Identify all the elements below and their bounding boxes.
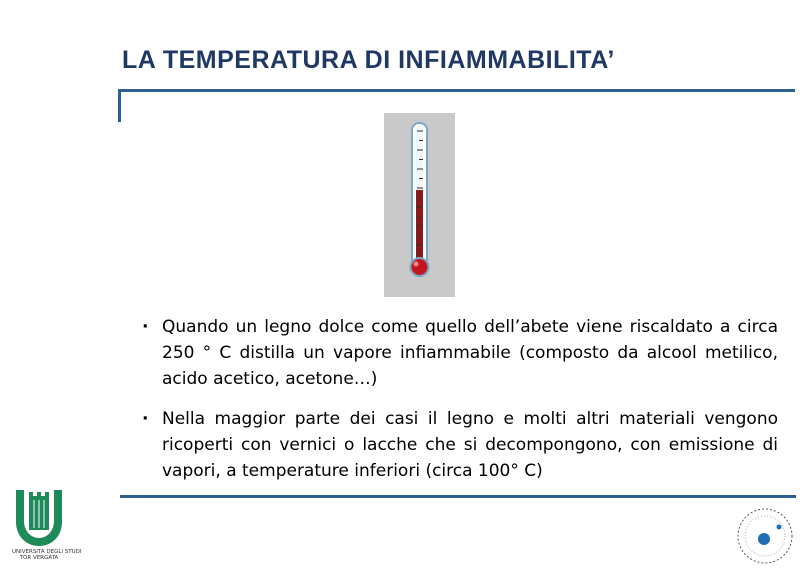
institute-seal <box>733 505 797 567</box>
university-logo <box>12 488 82 564</box>
title-underline <box>118 89 795 92</box>
bullet-item: · Nella maggior parte dei casi il legno e molti altri materiali vengono ricoperti con vernici o lacche che si decompongono, con emissione di vapori, a temperature inferiori (circa 100° C) <box>140 406 778 484</box>
bullet-list <box>140 314 778 498</box>
footer-rule <box>120 495 796 498</box>
university-tower-logo-icon <box>12 488 66 548</box>
thermometer-image <box>384 113 455 297</box>
title-accent-bar <box>118 92 121 122</box>
bullet-item: · Quando un legno dolce come quello dell’abete viene riscaldato a circa 250 ° C distilla un vapore infiammabile (composto da alcool metilico, acido acetico, acetone…) <box>140 314 778 392</box>
slide-title: LA TEMPERATURA DI INFIAMMABILITA’ <box>122 46 615 74</box>
institute-circular-seal-icon <box>733 505 797 567</box>
thermometer-icon <box>384 113 455 297</box>
university-logo-caption: UNIVERSITA DEGLI STUDI TOR VERGATA <box>12 549 82 561</box>
